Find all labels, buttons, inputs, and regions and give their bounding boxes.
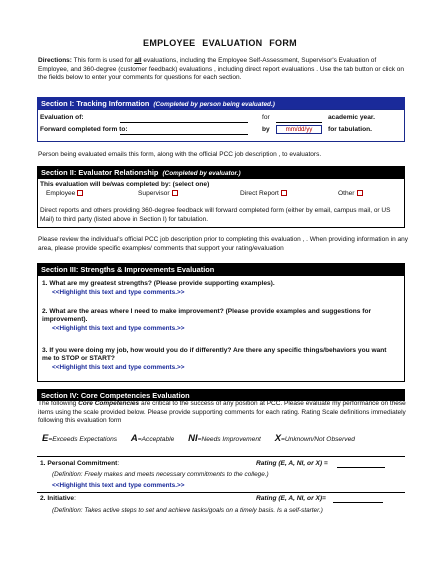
forward-to-label: Forward completed form to:: [40, 126, 128, 133]
section2-heading: Section II: Evaluator Relationship: [41, 167, 159, 177]
competencies-intro-a: The following: [38, 400, 79, 407]
personal-commitment-comment-field[interactable]: <<Highlight this text and type comments.>>: [52, 482, 185, 489]
employee-checkbox[interactable]: [77, 190, 83, 196]
question-improvement: 2. What are the areas where I need to make improvement? (Please provide examples and suggestions for improvement).: [42, 308, 372, 324]
competency-initiative: [37, 492, 405, 518]
evaluation-of-field[interactable]: [120, 122, 248, 123]
academic-year-label: academic year.: [328, 114, 375, 121]
directions-emphasis: all: [134, 57, 142, 64]
title-word-form: FORM: [269, 38, 297, 48]
title-word-employee: EMPLOYEE: [143, 38, 196, 48]
personal-commitment-label-text: 1. Personal Commitment: [40, 460, 118, 467]
improvement-comment-field[interactable]: <<Highlight this text and type comments.>>: [52, 325, 185, 332]
evaluation-of-label: Evaluation of:: [40, 114, 84, 121]
competencies-intro-b: are critical to the success of any position at PCC. Please evaluate my performance on these items using the scale provided below. Please provide supporting comments for each rating. Rating Scale definitions immediately following this evaluation form: [38, 400, 406, 425]
strengths-comment-field[interactable]: <<Highlight this text and type comments.>>: [52, 289, 185, 296]
completed-by-label: This evaluation will be/was completed by: (select one): [40, 181, 210, 188]
academic-year-field[interactable]: [276, 122, 322, 123]
initiative-definition: (Definition: Takes active steps to set and achieve tasks/goals on a timely basis. Is a self-starter.): [52, 507, 323, 514]
section2-note: (Completed by evaluator.): [162, 169, 241, 177]
initiative-rating-field[interactable]: [333, 502, 383, 503]
option-other-label: Other: [338, 190, 355, 197]
option-direct-report-label: Direct Report: [240, 190, 279, 197]
rating-legend: [42, 433, 367, 444]
initiative-colon: :: [74, 495, 76, 502]
question-stop-start: 3. If you were doing my job, how would you do if differently? Are there any specific things/behaviors you want me to STOP or START?: [42, 347, 387, 363]
option-supervisor-label: Supervisor: [138, 190, 170, 197]
section1-heading: Section I: Tracking Information: [41, 98, 150, 108]
email-instructions: Person being evaluated emails this form, along with the official PCC job description , to evaluators.: [38, 151, 322, 158]
legend-key-a: A: [130, 433, 138, 444]
competencies-intro-emphasis: Core Competencies: [78, 400, 140, 407]
option-employee-label: Employee: [46, 190, 76, 197]
option-supervisor[interactable]: [138, 190, 178, 197]
legend-exceeds: [42, 433, 118, 444]
legend-text-ni: =Needs Improvement: [197, 436, 261, 443]
option-other[interactable]: [338, 190, 363, 197]
section4-heading: Section IV: Core Competencies Evaluation: [41, 390, 190, 400]
personal-commitment-definition: (Definition: Freely makes and meets necessary commitments to the college.): [52, 471, 269, 478]
forward-to-field[interactable]: [120, 134, 248, 135]
personal-commitment-label: [40, 460, 119, 467]
for-tabulation-label: for tabulation.: [328, 126, 372, 133]
competencies-intro: [38, 400, 408, 426]
section3-heading: Section III: Strengths & Improvements Evaluation: [41, 264, 215, 274]
legend-key-x: X: [274, 433, 282, 444]
for-label: for: [262, 114, 270, 121]
supervisor-checkbox[interactable]: [172, 190, 178, 196]
section2-header: [37, 166, 405, 178]
form-title: [0, 38, 440, 48]
personal-commitment-colon: :: [117, 460, 120, 467]
title-word-evaluation: EVALUATION: [202, 38, 263, 48]
directions-label: Directions:: [38, 57, 72, 64]
date-field[interactable]: mm/dd/yy: [276, 125, 322, 134]
legend-unknown: [274, 433, 355, 444]
initiative-label-text: 2. Initiative: [40, 495, 75, 502]
initiative-label: [40, 495, 76, 502]
directions-paragraph: [38, 57, 408, 83]
other-checkbox[interactable]: [357, 190, 363, 196]
section3-header: [37, 263, 405, 275]
legend-text-e: =Exceeds Expectations: [48, 436, 118, 443]
legend-needs-improvement: [188, 433, 261, 444]
question-strengths: 1. What are my greatest strengths? (Please provide supporting examples).: [42, 280, 275, 287]
legend-text-x: =Unknown/Not Observed: [281, 436, 355, 443]
personal-commitment-rating-field[interactable]: [337, 467, 385, 468]
section1-header: [37, 97, 405, 109]
personal-commitment-rating-label: Rating (E, A, NI, or X) =: [256, 460, 328, 467]
legend-key-e: E: [42, 433, 49, 444]
direct-report-checkbox[interactable]: [281, 190, 287, 196]
section1-note: (Completed by person being evaluated.): [153, 100, 275, 108]
initiative-rating-label: Rating (E, A, NI, or X)=: [256, 495, 326, 502]
option-employee[interactable]: [46, 190, 83, 197]
direct-reports-text: Direct reports and others providing 360-degree feedback will forward completed form (either by email, campus mail, or US Mail) to third party (listed above in Section I) for tabulation.: [40, 207, 391, 223]
stop-start-comment-field[interactable]: <<Highlight this text and type comments.>>: [52, 364, 185, 371]
option-direct-report[interactable]: [240, 190, 287, 197]
review-instructions: Please review the individual's official PCC job description prior to completing this evaluation , . When providing information in any area, please provide specific examples/ comments that support your rating/evaluation: [38, 236, 409, 252]
directions-text-b: evaluations, including the Employee Self-Assessment, Supervisor's Evaluation of Employee, and 360-degree (customer feedback) evaluations , including direct report evaluations . Use the tab button or click on the fields below to enter your comments for questions for each section.: [38, 57, 405, 82]
legend-text-a: =Acceptable: [137, 436, 175, 443]
legend-acceptable: [130, 433, 175, 444]
directions-text-a: This form is used for: [71, 57, 135, 64]
by-label: by: [262, 126, 270, 133]
legend-key-ni: NI: [188, 433, 198, 444]
